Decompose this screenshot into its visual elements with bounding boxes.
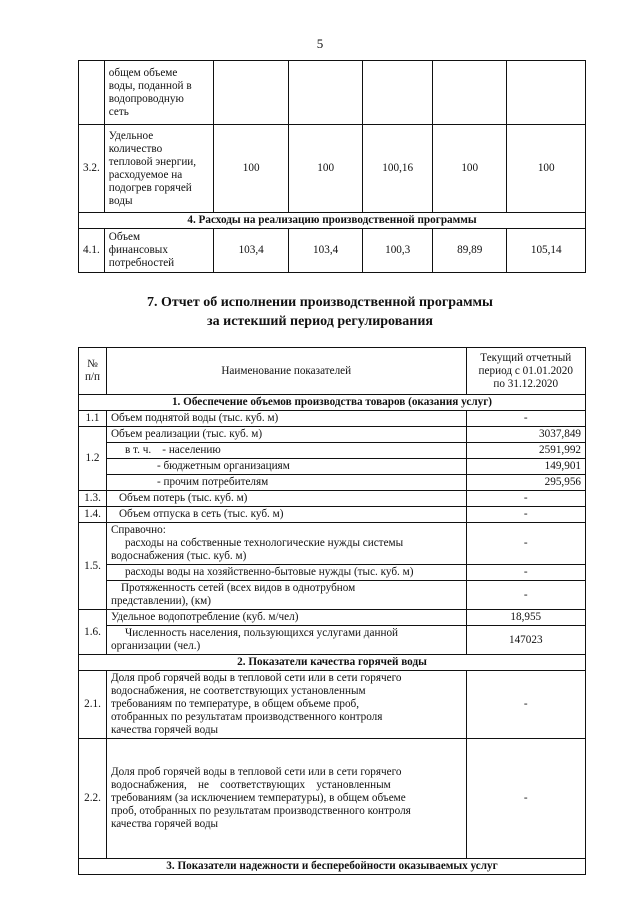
cell-value: - xyxy=(466,671,585,739)
table-row xyxy=(79,411,586,427)
table-row xyxy=(79,125,586,213)
table-row xyxy=(79,626,586,655)
table-row xyxy=(79,427,586,443)
row-text: Удельное количество тепловой энергии, расходуемое на подогрев горячей воды xyxy=(104,125,214,213)
table-row xyxy=(79,475,586,491)
cell-value: - xyxy=(466,565,585,581)
table-row xyxy=(79,229,586,273)
cell-value: 100 xyxy=(288,125,362,213)
table-row xyxy=(79,443,586,459)
header-period: Текущий отчетный период с 01.01.2020 по 31.12.2020 xyxy=(466,348,585,395)
section-heading: 7. Отчет об исполнении производственной программы xyxy=(146,295,493,310)
cell-value: 100,16 xyxy=(363,125,433,213)
section-row xyxy=(79,859,586,875)
table-row xyxy=(79,491,586,507)
row-text: - бюджетным организациям xyxy=(106,459,466,475)
row-text: расходы воды на хозяйственно-бытовые нужды (тыс. куб. м) xyxy=(106,565,466,581)
row-text: Доля проб горячей воды в тепловой сети или в сети горячего водоснабжения, не соответствующих установленным требованиям (за исключением температуры), в общем объеме проб, отобранных по результатам производственного контроля качества горячей воды xyxy=(106,739,466,859)
header-number: № п/п xyxy=(79,348,107,395)
page-number: 5 xyxy=(316,36,324,51)
cell-value: 103,4 xyxy=(288,229,362,273)
cell-value: 149,901 xyxy=(466,459,585,475)
cell-value: - xyxy=(466,523,585,565)
row-text: Объем реализации (тыс. куб. м) xyxy=(106,427,466,443)
row-text: Справочно: расходы на собственные технологические нужды системы водоснабжения (тыс. куб. м) xyxy=(106,523,466,565)
table-row xyxy=(79,507,586,523)
row-number: 4.1. xyxy=(79,229,105,273)
section-title: 3. Показатели надежности и бесперебойности оказываемых услуг xyxy=(79,859,586,875)
cell-value: 105,14 xyxy=(507,229,586,273)
cell-value: 100 xyxy=(214,125,288,213)
table-row xyxy=(79,565,586,581)
cell-value: 295,956 xyxy=(466,475,585,491)
row-text: Объем финансовых потребностей xyxy=(104,229,214,273)
cell-value: - xyxy=(466,739,585,859)
cell-value: 100,3 xyxy=(363,229,433,273)
row-number: 1.6. xyxy=(79,610,107,655)
table-row xyxy=(79,523,586,565)
cell-value: - xyxy=(466,491,585,507)
row-text: Доля проб горячей воды в тепловой сети или в сети горячего водоснабжения, не соответствующих установленным требованиям по температуре, в общем объеме проб, отобранных по результатам производственного контроля качества горячей воды xyxy=(106,671,466,739)
cell-value: 18,955 xyxy=(466,610,585,626)
section-title: 2. Показатели качества горячей воды xyxy=(79,655,586,671)
section-title: 1. Обеспечение объемов производства товаров (оказания услуг) xyxy=(79,395,586,411)
header-name: Наименование показателей xyxy=(106,348,466,395)
cell-value: 3037,849 xyxy=(466,427,585,443)
row-number: 1.4. xyxy=(79,507,107,523)
section-subheading: за истекший период регулирования xyxy=(207,314,433,329)
row-number: 1.3. xyxy=(79,491,107,507)
row-number: 1.2 xyxy=(79,427,107,491)
row-text: Численность населения, пользующихся услугами данной организации (чел.) xyxy=(106,626,466,655)
cell-value: 2591,992 xyxy=(466,443,585,459)
row-number: 1.1 xyxy=(79,411,107,427)
row-text: Объем потерь (тыс. куб. м) xyxy=(106,491,466,507)
table-row xyxy=(79,739,586,859)
cell-value: - xyxy=(466,581,585,610)
table-row xyxy=(79,459,586,475)
row-text: Протяженность сетей (всех видов в однотрубном представлении), (км) xyxy=(106,581,466,610)
section-row xyxy=(79,213,586,229)
table-row xyxy=(79,581,586,610)
table-row xyxy=(79,61,586,125)
row-number: 1.5. xyxy=(79,523,107,610)
section-title: 4. Расходы на реализацию производственной программы xyxy=(79,213,586,229)
report-table xyxy=(78,347,586,875)
cell-value: 103,4 xyxy=(214,229,288,273)
row-text: Объем отпуска в сеть (тыс. куб. м) xyxy=(106,507,466,523)
row-text: - прочим потребителям xyxy=(106,475,466,491)
section-row xyxy=(79,655,586,671)
cell-value: - xyxy=(466,411,585,427)
row-number: 2.1. xyxy=(79,671,107,739)
table-header xyxy=(79,348,586,395)
row-text: Объем поднятой воды (тыс. куб. м) xyxy=(106,411,466,427)
cell-value: 100 xyxy=(507,125,586,213)
row-text: в т. ч. - населению xyxy=(106,443,466,459)
row-number: 2.2. xyxy=(79,739,107,859)
row-number: 3.2. xyxy=(79,125,105,213)
row-text: общем объеме воды, поданной в водопроводную сеть xyxy=(104,61,214,125)
cell-value: 100 xyxy=(432,125,506,213)
cell-value: 89,89 xyxy=(432,229,506,273)
continued-table xyxy=(78,60,586,273)
table-row xyxy=(79,671,586,739)
row-text: Удельное водопотребление (куб. м/чел) xyxy=(106,610,466,626)
section-row xyxy=(79,395,586,411)
table-row xyxy=(79,610,586,626)
cell-value: 147023 xyxy=(466,626,585,655)
cell-value: - xyxy=(466,507,585,523)
